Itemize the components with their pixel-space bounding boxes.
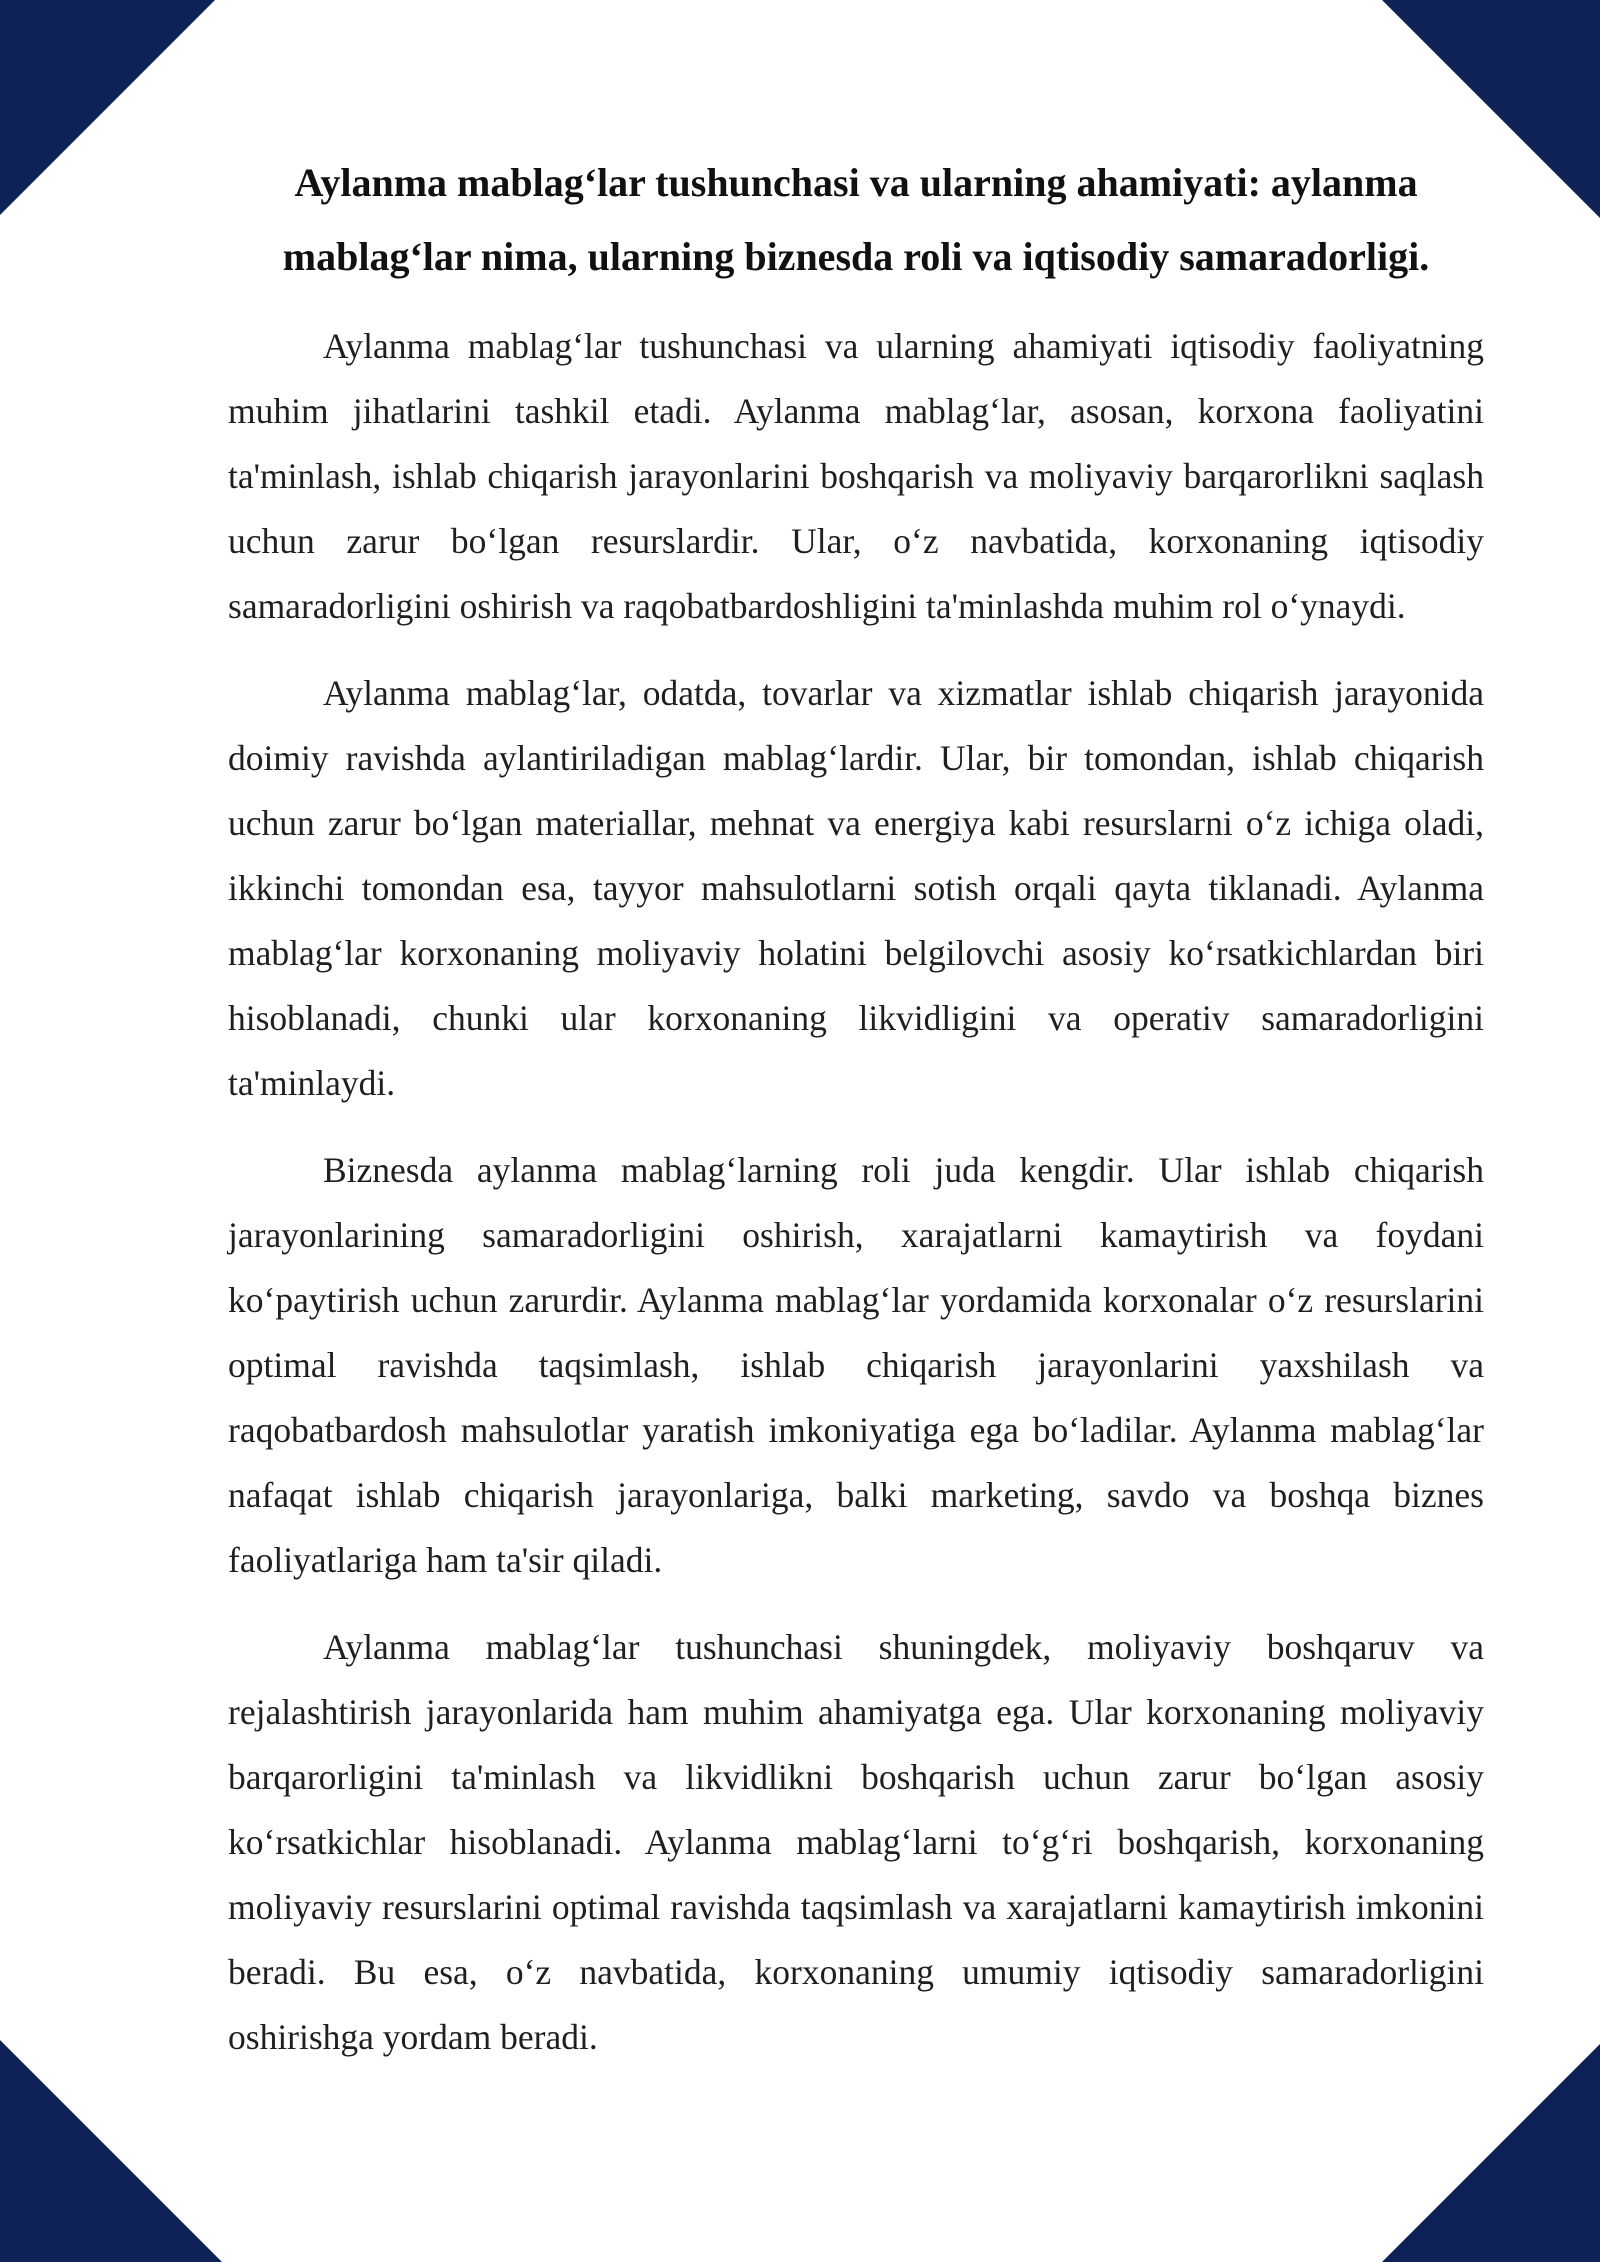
paragraph-3: Biznesda aylanma mablag‘larning roli juda kengdir. Ular ishlab chiqarish jarayonlarining samaradorligini oshirish, xarajatlarni kamaytirish va foydani ko‘paytirish uchun zarurdir. Aylanma mablag‘lar yordamida korxonalar o‘z resurslarini optimal ravishda taqsimlash, ishlab chiqarish jarayonlarini yaxshilash va raqobatbardosh mahsulotlar yaratish imkoniyatiga ega bo‘ladilar. Aylanma mablag‘lar nafaqat ishlab chiqarish jarayonlariga, balki marketing, savdo va boshqa biznes faoliyatlariga ham ta'sir qiladi. [228,1150,1484,1580]
corner-decoration-bottom-left [0,2040,222,2262]
paragraph-4: Aylanma mablag‘lar tushunchasi shuningdek, moliyaviy boshqaruv va rejalashtirish jarayonlarida ham muhim ahamiyatga ega. Ular korxonaning moliyaviy barqarorligini ta'minlash va likvidlikni boshqarish uchun zarur bo‘lgan asosiy ko‘rsatkichlar hisoblanadi. Aylanma mablag‘larni to‘g‘ri boshqarish, korxonaning moliyaviy resurslarini optimal ravishda taqsimlash va xarajatlarni kamaytirish imkonini beradi. Bu esa, o‘z navbatida, korxonaning umumiy iqtisodiy samaradorligini oshirishga yordam beradi. [228,1627,1484,2057]
corner-decoration-top-left [0,0,215,215]
document-title: Aylanma mablag‘lar tushunchasi va ularning ahamiyati: aylanma mablag‘lar nima, ularning biznesda roli va iqtisodiy samaradorligi. [282,160,1430,279]
document-page [228,146,1484,2092]
paragraph-2: Aylanma mablag‘lar, odatda, tovarlar va xizmatlar ishlab chiqarish jarayonida doimiy ravishda aylantiriladigan mablag‘lardir. Ular, bir tomondan, ishlab chiqarish uchun zarur bo‘lgan materiallar, mehnat va energiya kabi resurslarni o‘z ichiga oladi, ikkinchi tomondan esa, tayyor mahsulotlarni sotish orqali qayta tiklanadi. Aylanma mablag‘lar korxonaning moliyaviy holatini belgilovchi asosiy ko‘rsatkichlardan biri hisoblanadi, chunki ular korxonaning likvidligini va operativ samaradorligini ta'minlaydi. [228,673,1484,1103]
paragraph-1: Aylanma mablag‘lar tushunchasi va ularning ahamiyati iqtisodiy faoliyatning muhim jihatlarini tashkil etadi. Aylanma mablag‘lar, asosan, korxona faoliyatini ta'minlash, ishlab chiqarish jarayonlarini boshqarish va moliyaviy barqarorlikni saqlash uchun zarur bo‘lgan resurslardir. Ular, o‘z navbatida, korxonaning iqtisodiy samaradorligini oshirish va raqobatbardoshligini ta'minlashda muhim rol o‘ynaydi. [228,326,1484,626]
